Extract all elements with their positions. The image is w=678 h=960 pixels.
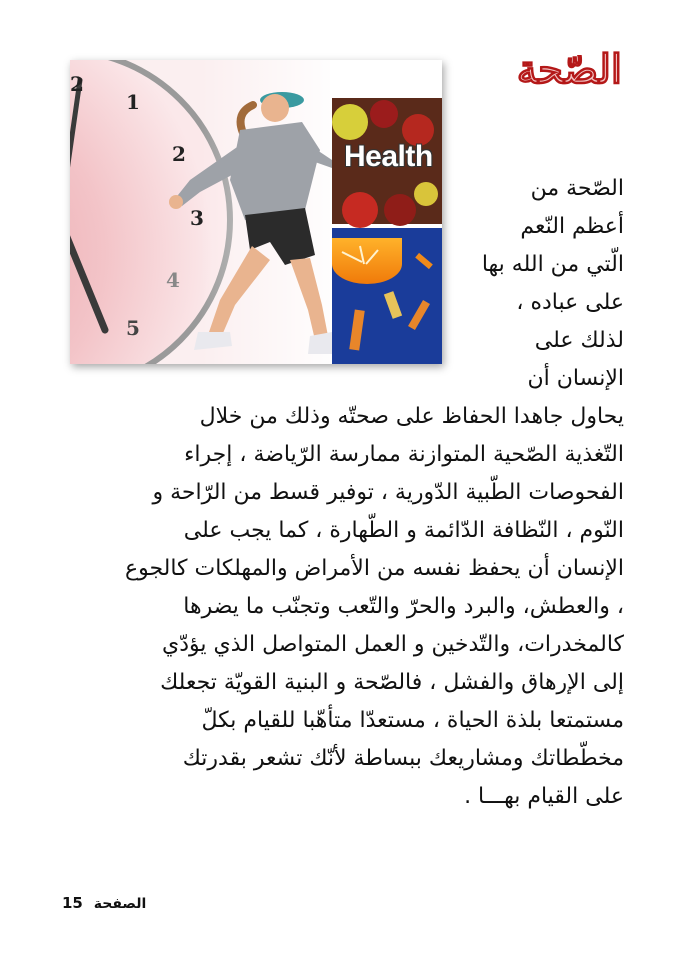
text-line: الإنسان أن [527, 366, 624, 391]
text-line: ، والعطش، والبرد والحرّ والتّعب وتجنّب ما يضرها [183, 594, 624, 619]
text-line: على عباده ، [516, 290, 624, 315]
text-line: على القيام بهـــا . [464, 784, 624, 809]
text-line: مخطّطاتك ومشاريعك ببساطة لأنّك تشعر بقدرتك [182, 746, 624, 771]
health-label: Health [344, 140, 433, 173]
text-line: لذلك على [534, 328, 624, 353]
clock-number-2: 2 [172, 142, 186, 166]
page-number: 15 [62, 894, 83, 912]
intro-paragraph [439, 170, 624, 398]
text-line: الفحوصات الطّبية الدّورية ، توفير قسط من الرّاحة و [152, 480, 624, 505]
page-footer [62, 894, 146, 912]
text-line: الصّحة من [530, 176, 624, 201]
text-line: التّغذية الصّحية المتوازنة ممارسة الرّياضة ، إجراء [184, 442, 624, 467]
clock-number-5: 5 [126, 316, 140, 340]
text-line: الإنسان أن يحفظ نفسه من الأمراض والمهلكات كالجوع [124, 556, 624, 581]
text-line: أعظم النّعم [520, 214, 624, 239]
text-line: النّوم ، النّظافة الدّائمة و الطّهارة ، كما يجب على [183, 518, 624, 543]
text-line: مستمتعا بلذة الحياة ، مستعدّا متأهّبا للقيام بكلّ [201, 708, 624, 733]
text-line: الّتي من الله بها [481, 252, 624, 277]
page-title: الصّحة [516, 46, 622, 93]
text-line: كالمخدرات، والتّدخين و العمل المتواصل الذي يؤدّي [162, 632, 624, 657]
clock-number-1: 1 [126, 90, 140, 114]
health-illustration [70, 60, 442, 364]
clock-number-3: 3 [190, 206, 204, 230]
text-line: إلى الإرهاق والفشل ، فالصّحة و البنية القويّة تجعلك [160, 670, 624, 695]
page-label: الصفحة [93, 896, 147, 912]
clock-number-2-top: 2 [70, 72, 84, 96]
body-paragraph [84, 398, 624, 816]
clock-number-4: 4 [166, 268, 180, 292]
text-line: يحاول جاهدا الحفاظ على صحتّه وذلك من خلال [199, 404, 624, 429]
